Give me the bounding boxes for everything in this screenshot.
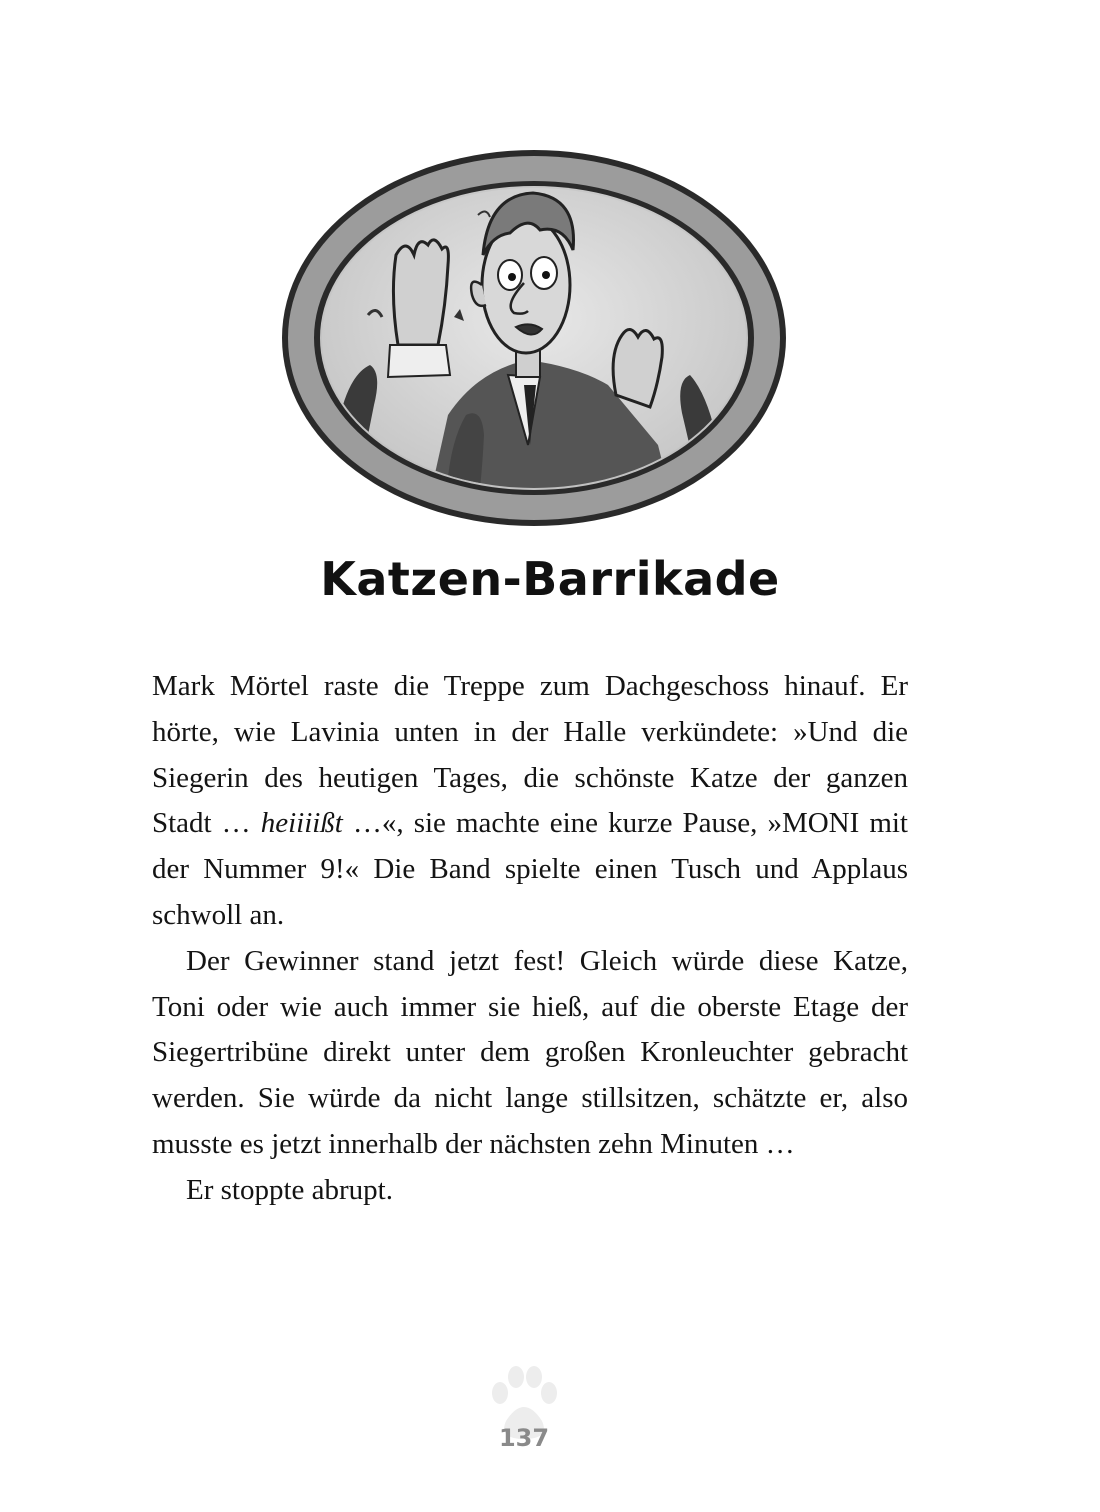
paragraph-3: Er stoppte abrupt. bbox=[186, 1173, 393, 1206]
chapter-illustration bbox=[278, 145, 790, 530]
paragraph-2: Der Gewinner stand jetzt fest! Gleich würde diese Katze, Toni oder wie auch immer sie hieß, auf die oberste Etage der Siegertribüne direkt unter dem großen Kronleuchter gebracht werden. Sie würde da nicht lange stillsitzen, schätzte er, also musste es jetzt innerhalb der nächsten zehn Minuten … bbox=[152, 944, 908, 1160]
paragraph-1-italic: heiiiißt bbox=[260, 807, 343, 840]
chapter-body bbox=[152, 664, 908, 1214]
man-left-hand bbox=[393, 240, 448, 345]
paragraph-1 bbox=[152, 664, 908, 939]
page-number: 137 bbox=[498, 1424, 550, 1452]
chapter-title: Katzen-Barrikade bbox=[320, 552, 780, 606]
paragraph-1-part-2: …«, sie machte eine kurze Pause, »MONI mit der Nummer 9!« Die Band spielte einen Tusch und Applaus schwoll an. bbox=[152, 807, 908, 931]
man-right-hand bbox=[613, 329, 662, 407]
paragraph-1-part-1: Mark Mörtel raste die Treppe zum Dachgeschoss hinauf. Er hörte, wie Lavinia unten in der Halle verkündete: »Und die Siegerin des heutigen Tages, die schönste Katze der ganzen Stadt … bbox=[152, 670, 908, 840]
